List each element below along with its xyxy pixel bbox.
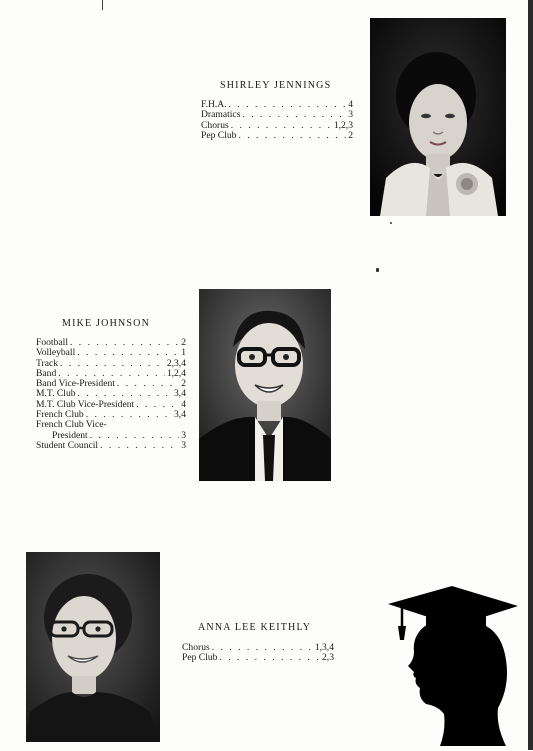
activity-row: Pep Club . . . 2,3 xyxy=(182,653,334,663)
activities-anna xyxy=(182,643,334,664)
activity-row: French Club . . . 3,4 xyxy=(36,410,186,420)
activity-row: Track . . . 2,3,4 xyxy=(36,359,186,369)
graduate-silhouette-icon xyxy=(386,586,520,746)
print-speck xyxy=(376,268,379,272)
activity-row: Band . . . 1,2,4 xyxy=(36,369,186,379)
activity-row: M.T. Club Vice-President . . . 4 xyxy=(36,400,186,410)
activities-shirley xyxy=(201,100,353,141)
activity-row: F.H.A. . . . 4 xyxy=(201,100,353,110)
activity-row: Football . . . 2 xyxy=(36,338,186,348)
student-name-mike: MIKE JOHNSON xyxy=(62,318,151,329)
student-name-shirley: SHIRLEY JENNINGS xyxy=(220,80,332,91)
activity-row: Band Vice-President . . . 2 xyxy=(36,379,186,389)
activity-row: Chorus . . . 1,3,4 xyxy=(182,643,334,653)
activity-row: Dramatics . . . 3 xyxy=(201,110,353,120)
activity-row: President . . . 3 xyxy=(36,431,186,441)
activity-row: French Club Vice- xyxy=(36,419,107,431)
portrait-photo-shirley xyxy=(370,18,506,216)
activity-row: Volleyball . . . 1 xyxy=(36,348,186,358)
activities-mike xyxy=(36,338,186,451)
page-edge xyxy=(528,0,533,750)
activity-row: Student Council . . . 3 xyxy=(36,441,186,451)
activity-row: M.T. Club . . . 3,4 xyxy=(36,389,186,399)
activity-row: Chorus . . . 1,2,3 xyxy=(201,121,353,131)
student-name-anna: ANNA LEE KEITHLY xyxy=(198,622,312,633)
print-speck xyxy=(390,222,392,224)
portrait-photo-anna xyxy=(26,552,160,742)
activity-row: Pep Club . . . 2 xyxy=(201,131,353,141)
margin-tick xyxy=(102,0,103,10)
portrait-photo-mike xyxy=(199,289,331,481)
